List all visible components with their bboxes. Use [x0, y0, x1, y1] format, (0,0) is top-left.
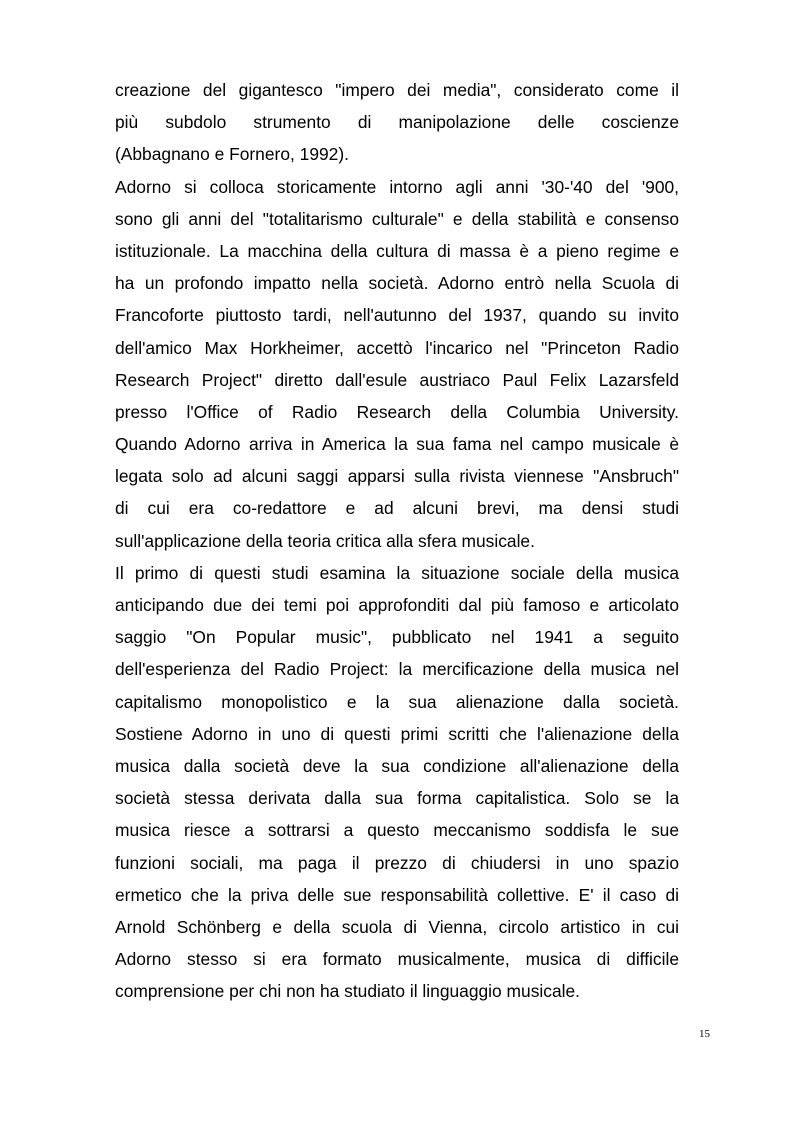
text-line: Research Project" diretto dall'esule austriaco Paul Felix Lazarsfeld	[115, 369, 679, 390]
text-line: capitalismo monopolistico e la sua alienazione dalla società.	[115, 691, 679, 712]
text-line: anticipando due dei temi poi approfonditi dal più famoso e articolato	[115, 595, 679, 615]
page-number: 15	[699, 1028, 710, 1040]
text-line: sono gli anni del "totalitarismo culturale" e della stabilità e consenso	[115, 208, 679, 229]
text-line: ha un profondo impatto nella società. Adorno entrò nella Scuola di	[115, 273, 679, 294]
text-line: Adorno stesso si era formato musicalmente, musica di difficile	[115, 949, 679, 970]
body-text	[115, 74, 679, 1007]
text-line: Adorno si colloca storicamente intorno agli anni '30-'40 del '900,	[115, 176, 679, 197]
text-line: dell'amico Max Horkheimer, accettò l'incarico nel "Princeton Radio	[115, 337, 679, 358]
text-line: legata solo ad alcuni saggi apparsi sulla rivista viennese "Ansbruch"	[115, 466, 679, 487]
text-line: Quando Adorno arriva in America la sua fama nel campo musicale è	[115, 434, 679, 455]
text-line: funzioni sociali, ma paga il prezzo di chiudersi in uno spazio	[115, 852, 679, 873]
text-line: Francoforte piuttosto tardi, nell'autunno del 1937, quando su invito	[115, 305, 679, 326]
text-line: Il primo di questi studi esamina la situazione sociale della musica	[115, 562, 679, 583]
text-line: presso l'Office of Radio Research della Columbia University.	[115, 401, 679, 422]
text-line: creazione del gigantesco "impero dei media", considerato come il	[115, 80, 679, 100]
text-line: più subdolo strumento di manipolazione delle coscienze	[115, 112, 679, 133]
text-line: sull'applicazione della teoria critica alla sfera musicale.	[115, 530, 535, 551]
text-line: Sostiene Adorno in uno di questi primi scritti che l'alienazione della	[115, 723, 679, 744]
text-line: (Abbagnano e Fornero, 1992).	[115, 144, 349, 165]
text-line: musica riesce a sottrarsi a questo meccanismo soddisfa le sue	[115, 820, 679, 841]
text-line: Arnold Schönberg e della scuola di Vienna, circolo artistico in cui	[115, 916, 679, 937]
text-line: dell'esperienza del Radio Project: la mercificazione della musica nel	[115, 659, 679, 680]
text-line: saggio "On Popular music", pubblicato nel 1941 a seguito	[115, 627, 679, 648]
text-line: ermetico che la priva delle sue responsabilità collettive. E' il caso di	[115, 884, 679, 905]
text-line: di cui era co-redattore e ad alcuni brevi, ma densi studi	[115, 498, 679, 519]
text-line: musica dalla società deve la sua condizione all'alienazione della	[115, 755, 679, 776]
text-line: comprensione per chi non ha studiato il linguaggio musicale.	[115, 981, 580, 1002]
text-line: società stessa derivata dalla sua forma capitalistica. Solo se la	[115, 788, 679, 809]
text-line: istituzionale. La macchina della cultura di massa è a pieno regime e	[115, 240, 679, 261]
